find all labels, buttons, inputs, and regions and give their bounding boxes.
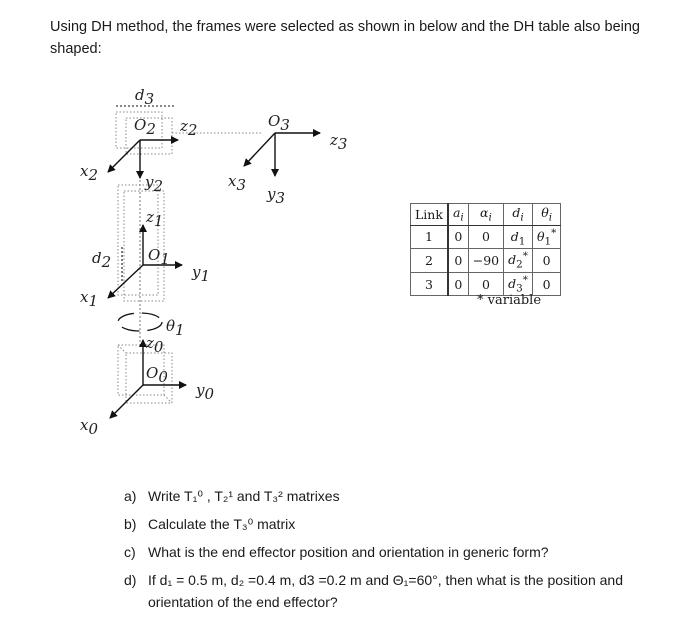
- svg-text:O2: [134, 116, 156, 138]
- label-y1-sub: 1: [200, 267, 211, 285]
- dh-cell-a: 0: [448, 225, 468, 249]
- label-z3: z: [330, 131, 338, 149]
- dh-cell-d: $d_3^*$: [504, 272, 533, 296]
- svg-text:y0: [195, 381, 214, 403]
- dh-cell-alpha: 0: [468, 225, 503, 249]
- svg-text:O3: [268, 112, 290, 134]
- list-item: [124, 513, 674, 535]
- svg-text:y1: [191, 263, 210, 285]
- label-O0: O: [146, 364, 159, 382]
- dh-cell-d: $d_2^*$: [504, 249, 533, 273]
- svg-text:θ1: [166, 317, 185, 339]
- dh-header-theta: $\theta_i$: [532, 204, 560, 226]
- question-text: Write T₁⁰ , T₂¹ and T₃² matrixes: [148, 488, 340, 504]
- label-x0-sub: 0: [88, 420, 99, 438]
- label-theta1-sub: 1: [175, 321, 185, 339]
- label-O3-sub: 3: [280, 116, 290, 134]
- svg-text:y2: [144, 173, 163, 195]
- label-x2-sub: 2: [88, 166, 99, 184]
- dh-header-alpha: $\alpha_i$: [468, 204, 503, 226]
- table-row: [411, 249, 561, 273]
- svg-text:O0: [146, 364, 168, 386]
- dh-cell-link: 2: [411, 249, 448, 273]
- dh-header-d: $d_i$: [504, 204, 533, 226]
- svg-text:d3: [135, 86, 154, 108]
- label-O0-sub: 0: [158, 368, 168, 386]
- dh-cell-a: 0: [448, 249, 468, 273]
- dh-cell-alpha: 0: [468, 272, 503, 296]
- label-z1-sub: 1: [153, 212, 164, 230]
- svg-text:d2: [92, 249, 111, 271]
- dh-table-header-row: [411, 204, 561, 226]
- label-d3-sub: 3: [144, 90, 155, 108]
- label-y3-sub: 3: [275, 189, 286, 207]
- dh-cell-theta: 0: [532, 249, 560, 273]
- question-label: c): [124, 544, 136, 560]
- dh-cell-a: 0: [448, 272, 468, 296]
- list-item: [124, 485, 674, 507]
- label-x2: x: [80, 162, 89, 180]
- label-O2: O: [134, 116, 147, 134]
- svg-text:x1: [80, 288, 98, 310]
- label-y2: y: [145, 173, 154, 191]
- dh-header-link: Link: [411, 204, 448, 226]
- dh-cell-link: 3: [411, 272, 448, 296]
- link-cylinders: [116, 112, 262, 403]
- dh-table: [410, 203, 561, 296]
- dh-cell-theta: 0: [532, 272, 560, 296]
- list-item: [124, 541, 674, 563]
- frame-3-axes: [244, 133, 320, 176]
- label-z1: z: [146, 208, 154, 226]
- label-y1: y: [192, 263, 201, 281]
- label-z2: z: [180, 117, 188, 135]
- question-text: If d₁ = 0.5 m, d₂ =0.4 m, d3 =0.2 m and Θ₁=60°, then what is the position and orientation of the end effector?: [148, 572, 623, 610]
- label-O3: O: [268, 112, 281, 130]
- question-list: [124, 485, 674, 619]
- question-text: What is the end effector position and orientation in generic form?: [148, 544, 549, 560]
- label-y2-sub: 2: [153, 177, 164, 195]
- svg-text:z1: [145, 208, 163, 230]
- frame-2-axes: [108, 140, 178, 178]
- frame-1-axes: [108, 225, 182, 298]
- dh-cell-theta: $\theta_1^*$: [532, 225, 560, 249]
- question-label: b): [124, 516, 137, 532]
- variable-note: * variable: [477, 293, 542, 308]
- list-item: [124, 569, 674, 613]
- svg-text:z3: [329, 131, 347, 153]
- label-x0: x: [80, 416, 89, 434]
- label-x1-sub: 1: [88, 292, 99, 310]
- label-y0-sub: 0: [204, 385, 215, 403]
- dh-cell-link: 1: [411, 225, 448, 249]
- label-O1: O: [148, 246, 161, 264]
- label-x3-sub: 3: [236, 176, 247, 194]
- svg-text:y3: [266, 185, 285, 207]
- label-y3: y: [267, 185, 276, 203]
- svg-text:x0: [80, 416, 98, 438]
- label-z0: z: [146, 334, 154, 352]
- label-theta1: θ: [166, 317, 176, 335]
- label-z3-sub: 3: [337, 135, 348, 153]
- dh-cell-alpha: −90: [468, 249, 503, 273]
- svg-text:x3: [228, 172, 246, 194]
- label-O2-sub: 2: [146, 120, 156, 138]
- label-O1-sub: 1: [160, 250, 170, 268]
- label-d3: d: [135, 86, 145, 104]
- dh-header-a: $a_i$: [448, 204, 468, 226]
- label-z0-sub: 0: [153, 338, 164, 356]
- intro-text: Using DH method, the frames were selected as shown in below and the DH table also being shaped:: [50, 19, 640, 57]
- label-d2: d: [92, 249, 102, 267]
- question-text: Calculate the T₃⁰ matrix: [148, 516, 296, 532]
- label-d2-sub: 2: [101, 253, 112, 271]
- label-y0: y: [196, 381, 205, 399]
- svg-text:x2: [80, 162, 98, 184]
- svg-text:z2: [179, 117, 197, 139]
- label-x3: x: [228, 172, 237, 190]
- label-x1: x: [80, 288, 89, 306]
- table-row: [411, 225, 561, 249]
- dh-cell-d: $d_1$: [504, 225, 533, 249]
- question-label: a): [124, 488, 137, 504]
- label-z2-sub: 2: [187, 121, 198, 139]
- question-label: d): [124, 572, 137, 588]
